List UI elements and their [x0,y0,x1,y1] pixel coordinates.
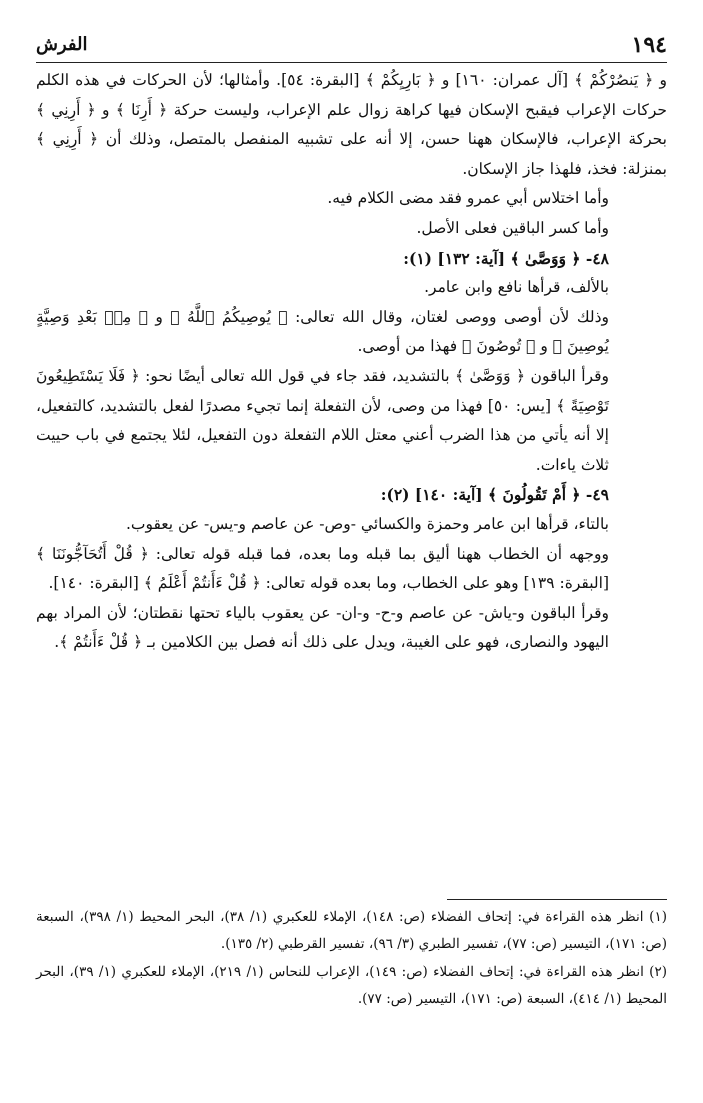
paragraph: بالألف، قرأها نافع وابن عامر. [424,278,609,297]
paragraph: وقرأ الباقون ﴿ وَوَصَّىٰ ﴾ بالتشديد، فقد جاء في قول الله تعالى أيضًا نحو: ﴿ فَلَا يَسْتَطِيعُونَ تَوْصِيَةً ﴾ [يس: ٥٠] فهذا من وصى، لأن التفعلة إنما تجيء مصدرًا لفعل بالتشديد، كالتفعيل، إلا أنه يأتي من هذا الضرب أعني معتل اللام التفعلة دون التفعيل، لئلا يجتمع في باب حييت ثلاث ياءات. [36,366,609,474]
running-title: الفرش [36,34,88,55]
footnote-1: (١) انظر هذه القراءة في: إتحاف الفضلاء (ص: ١٤٨)، الإملاء للعكبري (١/ ٣٨)، البحر المحيط (١/ ٣٩٨)، السبعة (ص: ١٧١)، التيسير (ص: ٧٧)، تفسير الطبري (٣/ ٩٦)، تفسير القرطبي (٢/ ١٣٥). [36,909,667,952]
page-header [36,32,667,62]
footnotes [36,904,667,1012]
main-text [36,66,667,658]
paragraph: ووجهه أن الخطاب ههنا أليق بما قبله وما بعده، فما قبله قوله تعالى: ﴿ قُلْ أَتُحَآجُّونَنَا ﴾ [البقرة: ١٣٩] وهو على الخطاب، وما بعده قوله تعالى: ﴿ قُلْ ءَأَنتُمْ أَعْلَمُ ﴾ [البقرة: ١٤٠]. [36,544,609,593]
paragraph: وأما كسر الباقين فعلى الأصل. [416,218,609,237]
entry-heading-49: ٤٩- ﴿ أَمْ تَقُولُونَ ﴾ [آية: ١٤٠] (٢): [380,485,609,505]
paragraph: وأما اختلاس أبي عمرو فقد مضى الكلام فيه. [327,189,609,208]
page-number: ١٩٤ [631,32,667,58]
header-divider [36,62,667,63]
footnote-divider [447,899,667,900]
paragraph: وقرأ الباقون و-ياش- عن عاصم و-ح- و-ان- عن يعقوب بالياء تحتها نقطتان؛ لأن المراد بهم اليهود والنصارى، فهو على الغيبة، ويدل على ذلك أنه فصل بين الكلامين بـ ﴿ قُلْ ءَأَنتُمْ ﴾. [36,603,609,652]
paragraph: وذلك لأن أوصى ووصى لغتان، وقال الله تعالى: ﴿ يُوصِيكُمُ ٱللَّهُ ﴾ و ﴿ مِنۢ بَعْدِ وَصِيَّةٍ يُوصِينَ ﴾ و ﴿ تُوصُونَ ﴾ فهذا من أوصى. [36,307,609,356]
paragraph: بالتاء، قرأها ابن عامر وحمزة والكسائي -وص- عن عاصم و-يس- عن يعقوب. [125,514,609,533]
entry-heading-48: ٤٨- ﴿ وَوَصَّىٰ ﴾ [آية: ١٣٢] (١): [403,248,609,268]
paragraph: و ﴿ يَنصُرْكُمْ ﴾ [آل عمران: ١٦٠] و ﴿ بَارِيِكُمْ ﴾ [البقرة: ٥٤]. وأمثالها؛ لأن الحركات في هذه الكلم حركات الإعراب فيقبح الإسكان فيها كراهة زوال علم الإعراب، وليست حركة ﴿ أَرِنَا ﴾ و ﴿ أَرِنِي ﴾ بحركة الإعراب، فالإسكان ههنا حسن، إلا أنه على تشبيه المنفصل بالمتصل، وذلك أن ﴿ أَرِنِي ﴾ بمنزلة: فخذ، فلهذا جاز الإسكان. [36,71,667,178]
footnote-2: (٢) انظر هذه القراءة في: إتحاف الفضلاء (ص: ١٤٩)، الإعراب للنحاس (١/ ٢١٩)، الإملاء للعكبري (١/ ٣٩)، البحر المحيط (١/ ٤١٤)، السبعة (ص: ١٧١)، التيسير (ص: ٧٧). [36,964,667,1007]
